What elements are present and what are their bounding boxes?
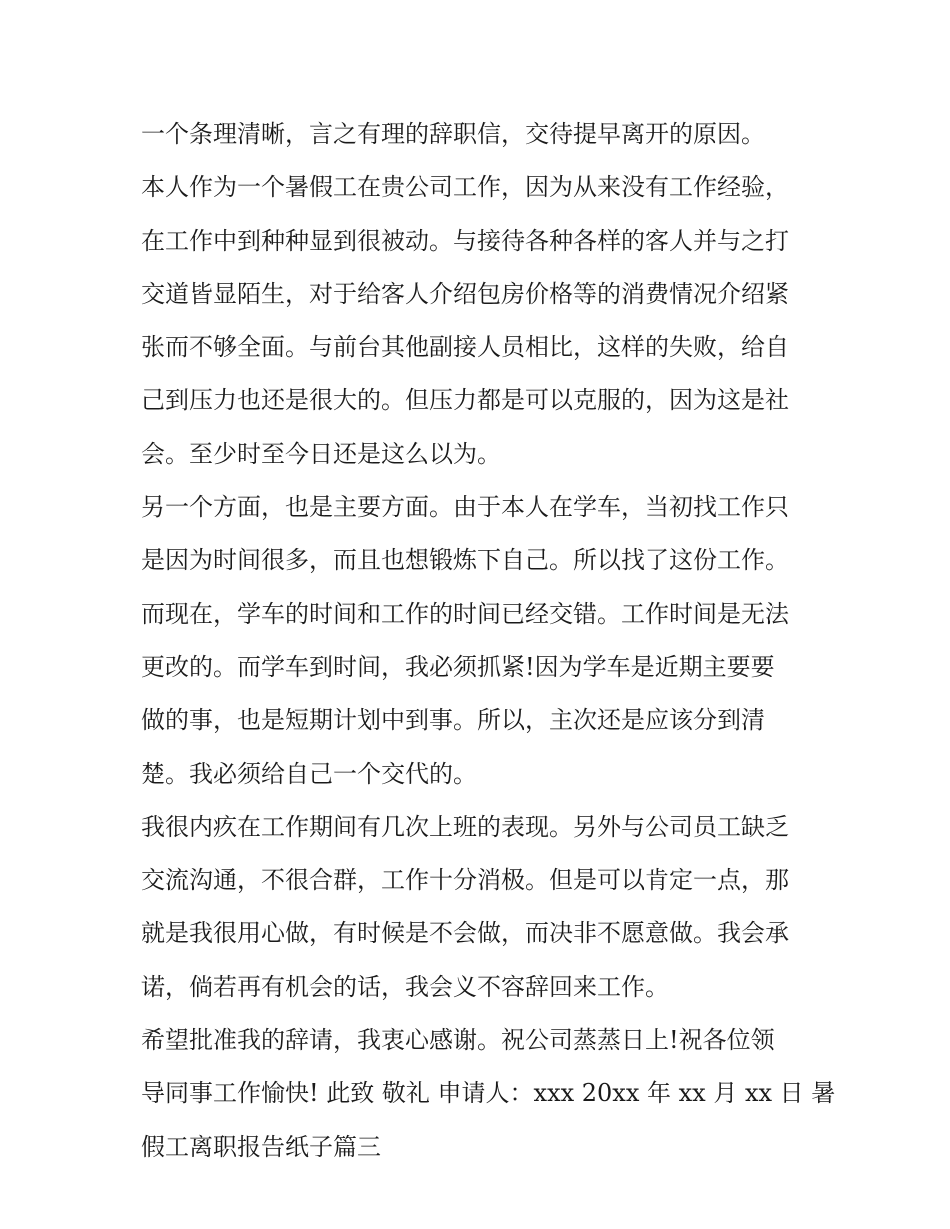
text-line: 而现在，学车的时间和工作的时间已经交错。工作时间是无法: [141, 599, 789, 628]
text-line: 假工离职报告纸子篇三: [141, 1132, 381, 1161]
text-line: 会。至少时至今日还是这么以为。: [141, 439, 501, 468]
text-line: 更改的。而学车到时间，我必须抓紧!因为学车是近期主要要: [141, 652, 775, 681]
text-line: 诺，倘若再有机会的话，我会义不容辞回来工作。: [141, 972, 669, 1001]
text-line: 希望批准我的辞请，我衷心感谢。祝公司蒸蒸日上!祝各位领: [141, 1026, 775, 1055]
text-line: 做的事，也是短期计划中到事。所以，主次还是应该分到清: [141, 706, 765, 735]
text-line: 我很内疚在工作期间有几次上班的表现。另外与公司员工缺乏: [141, 812, 789, 841]
text-line: 交道皆显陌生，对于给客人介绍包房价格等的消费情况介绍紧: [141, 279, 789, 308]
text-line: 就是我很用心做，有时候是不会做，而决非不愿意做。我会承: [141, 919, 789, 948]
text-line: 楚。我必须给自己一个交代的。: [141, 759, 477, 788]
text-line: 导同事工作愉快! 此致 敬礼 申请人：xxx 20xx 年 xx 月 xx 日 暑: [141, 1079, 836, 1108]
text-line: 交流沟通，不很合群，工作十分消极。但是可以肯定一点，那: [141, 866, 789, 895]
text-line: 另一个方面，也是主要方面。由于本人在学车，当初找工作只: [141, 493, 789, 522]
text-line: 在工作中到种种显到很被动。与接待各种各样的客人并与之打: [141, 226, 789, 255]
letter-body: [141, 108, 836, 1174]
text-line: 张而不够全面。与前台其他副接人员相比，这样的失败，给自: [141, 333, 789, 362]
text-line: 己到压力也还是很大的。但压力都是可以克服的，因为这是社: [141, 386, 789, 415]
text-line: 本人作为一个暑假工在贵公司工作，因为从来没有工作经验，: [141, 173, 789, 202]
text-line: 是因为时间很多，而且也想锻炼下自己。所以找了这份工作。: [141, 546, 789, 575]
text-line: 一个条理清晰，言之有理的辞职信，交待提早离开的原因。: [141, 120, 765, 148]
